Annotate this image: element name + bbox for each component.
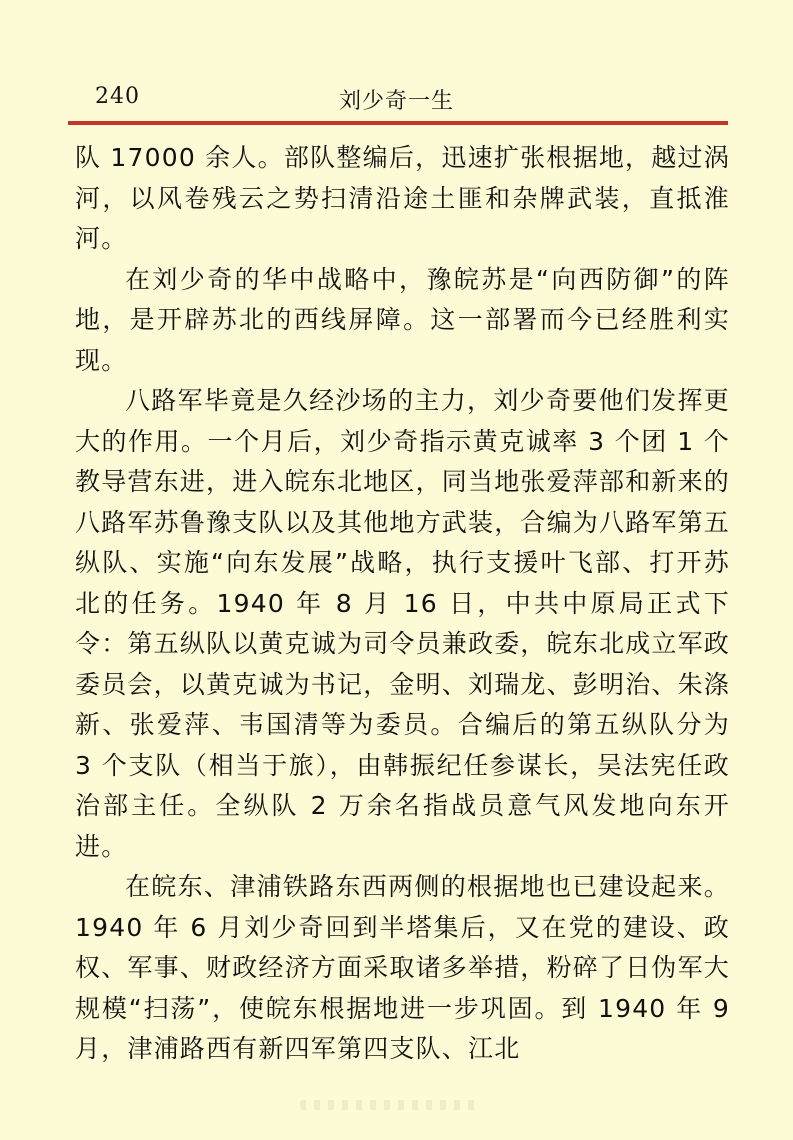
paragraph: 八路军毕竟是久经沙场的主力，刘少奇要他们发挥更大的作用。一个月后，刘少奇指示黄克诚率 3 个团 1 个教导营东进，进入皖东北地区，同当地张爱萍部和新来的八路军苏鲁豫支队以及其他地方武装，合编为八路军第五纵队、实施“向东发展”战略，执行支援叶飞部、打开苏北的任务。1940 年 8 月 16 日，中共中原局正式下令：第五纵队以黄克诚为司令员兼政委，皖东北成立军政委员会，以黄克诚为书记，金明、刘瑞龙、彭明治、朱涤新、张爱萍、韦国清等为委员。合编后的第五纵队分为 3 个支队（相当于旅），由韩振纪任参谋长，吴法宪任政治部主任。全纵队 2 万余名指战员意气风发地向东开进。 [75,386,731,861]
page-edge-mark [300,1100,480,1110]
paragraph: 在皖东、津浦铁路东西两侧的根据地也已建设起来。1940 年 6 月刘少奇回到半塔集后，又在党的建设、政权、军事、财政经济方面采取诸多举措，粉碎了日伪军大规模“扫荡”，使皖东根据地进一步巩固。到 1940 年 9 月，津浦路西有新四军第四支队、江北 [75,872,731,1063]
body-text [75,138,730,1070]
header-rule [68,121,728,125]
page-number: 240 [95,84,140,109]
paragraph: 队 17000 余人。部队整编后，迅速扩张根据地，越过涡河，以风卷残云之势扫清沿途土匪和杂牌武装，直抵淮河。 [75,143,730,253]
paragraph: 在刘少奇的华中战略中，豫皖苏是“向西防御”的阵地，是开辟苏北的西线屏障。这一部署而今已经胜利实现。 [75,264,730,375]
running-title: 刘少奇一生 [338,89,454,114]
